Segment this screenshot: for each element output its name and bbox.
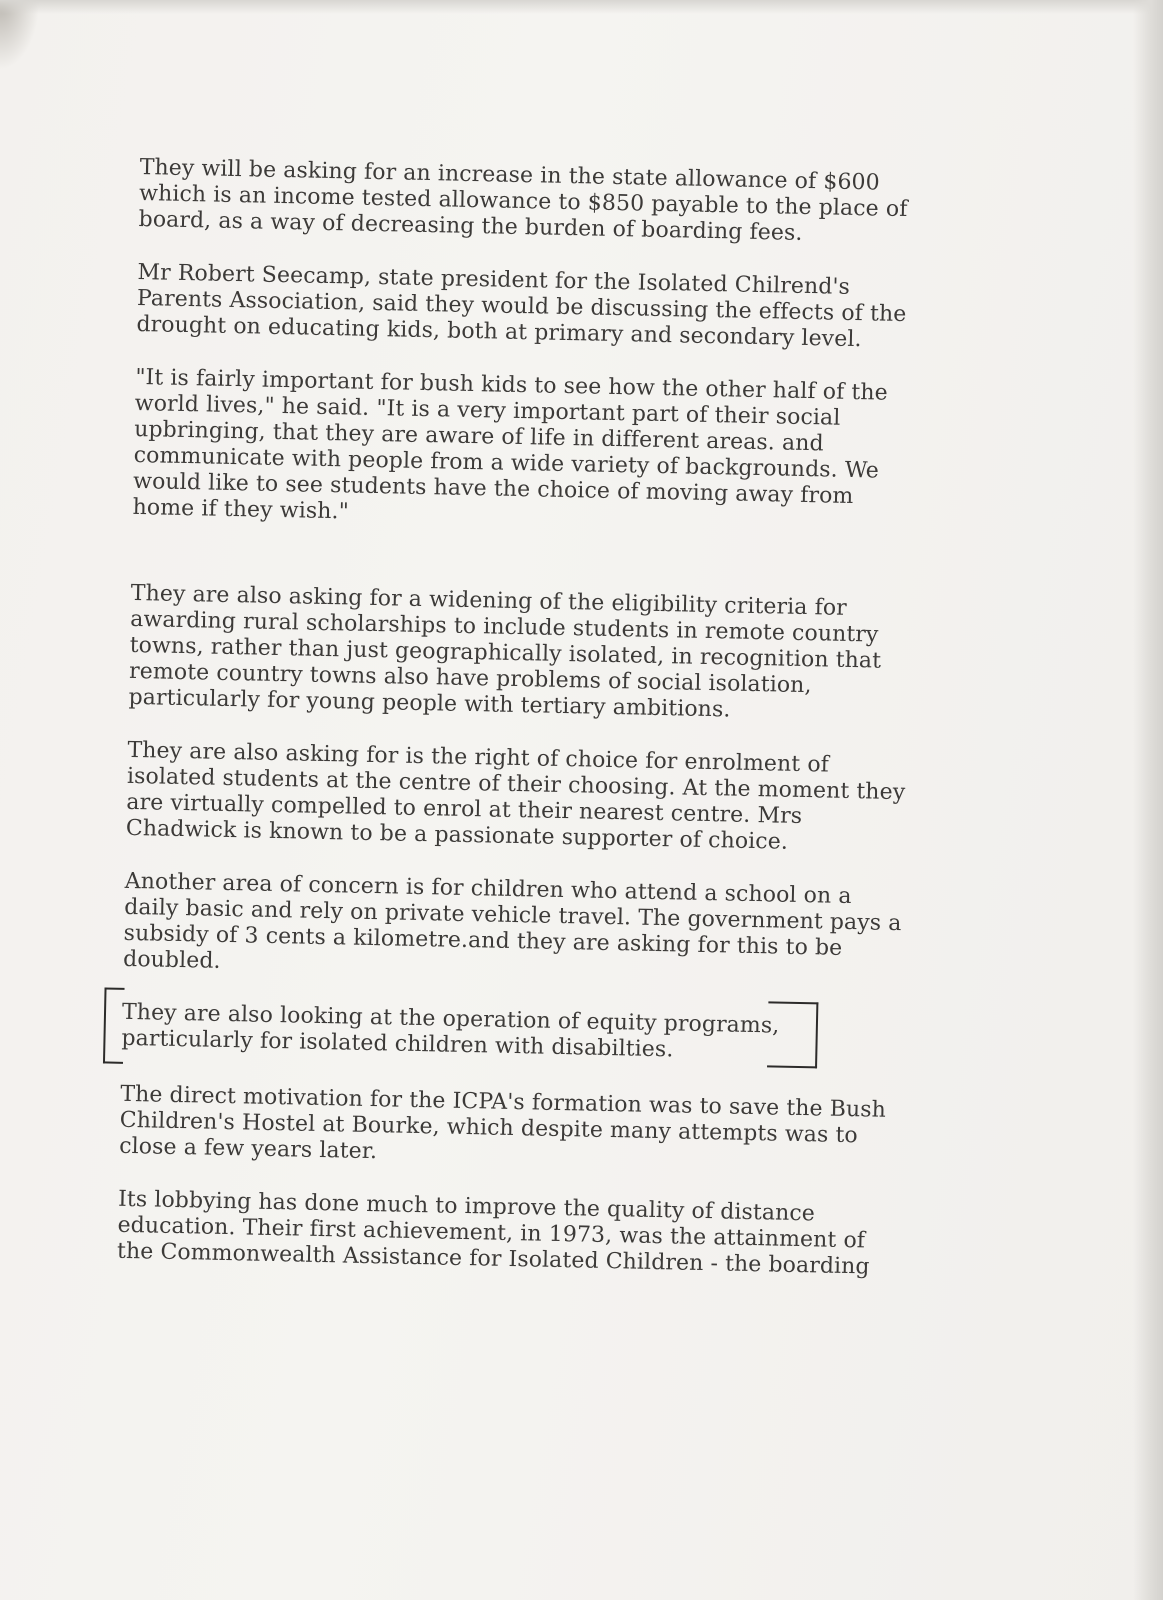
page-top-edge	[0, 0, 1163, 14]
paragraph-right-of-choice: They are also asking for is the right of choice for enrolment of isolated students at the centre of their choosing. At the moment they are virtually compelled to enrol at their nearest centre. Mrs Chadwick is known to be a passionate supporter of choice.	[125, 737, 906, 855]
paragraph-state-allowance: They will be asking for an increase in the state allowance of $600 which is an income tested allowance to $850 payable to the place of board, as a way of decreasing the burden of boarding fees.	[138, 155, 908, 246]
left-bracket-mark	[103, 987, 125, 1063]
right-bracket-mark	[767, 1001, 818, 1068]
paragraph-equity-programs: They are also looking at the operation of equity programs, particularly for isolated children with disabilties.	[121, 999, 780, 1063]
paragraph-quote: "It is fairly important for bush kids to see how the other half of the world lives," he said. "It is a very important part of their social upbringing, that they are aware of life in different areas. and communicate with people from a wide variety of backgrounds. We would like to see students have the choice of moving away from home if they wish."	[132, 364, 889, 525]
paragraph-icpa-formation: The direct motivation for the ICPA's formation was to save the Bush Children's Hostel at Bourke, which despite many attempts was to close a few years later.	[118, 1081, 887, 1165]
article-text	[116, 155, 970, 1309]
paragraph-scholarships: They are also asking for a widening of the eligibility criteria for awarding rural scholarships to include students in remote country towns, rather than just geographically isolated, in recognition that remote country towns also have problems of social isolation, particularly for young people with tertiary ambitions.	[128, 580, 882, 723]
page-right-edge	[1133, 0, 1163, 1600]
paragraph-robert-seecamp: Mr Robert Seecamp, state president for the Isolated Chilrend's Parents Association, said they would be discussing the effects of the drought on educating kids, both at primary and secondary level.	[136, 259, 907, 353]
bracketed-passage	[121, 1000, 952, 1069]
paragraph-lobbying: Its lobbying has done much to improve the quality of distance education. Their first achievement, in 1973, was the attainment of the Commonwealth Assistance for Isolated Children - the boarding	[116, 1186, 870, 1280]
paragraph-vehicle-travel: Another area of concern is for children who attend a school on a daily basic and rely on private vehicle travel. The government pays a subsidy of 3 cents a kilometre.and they are asking for this to be doubled.	[122, 868, 902, 974]
